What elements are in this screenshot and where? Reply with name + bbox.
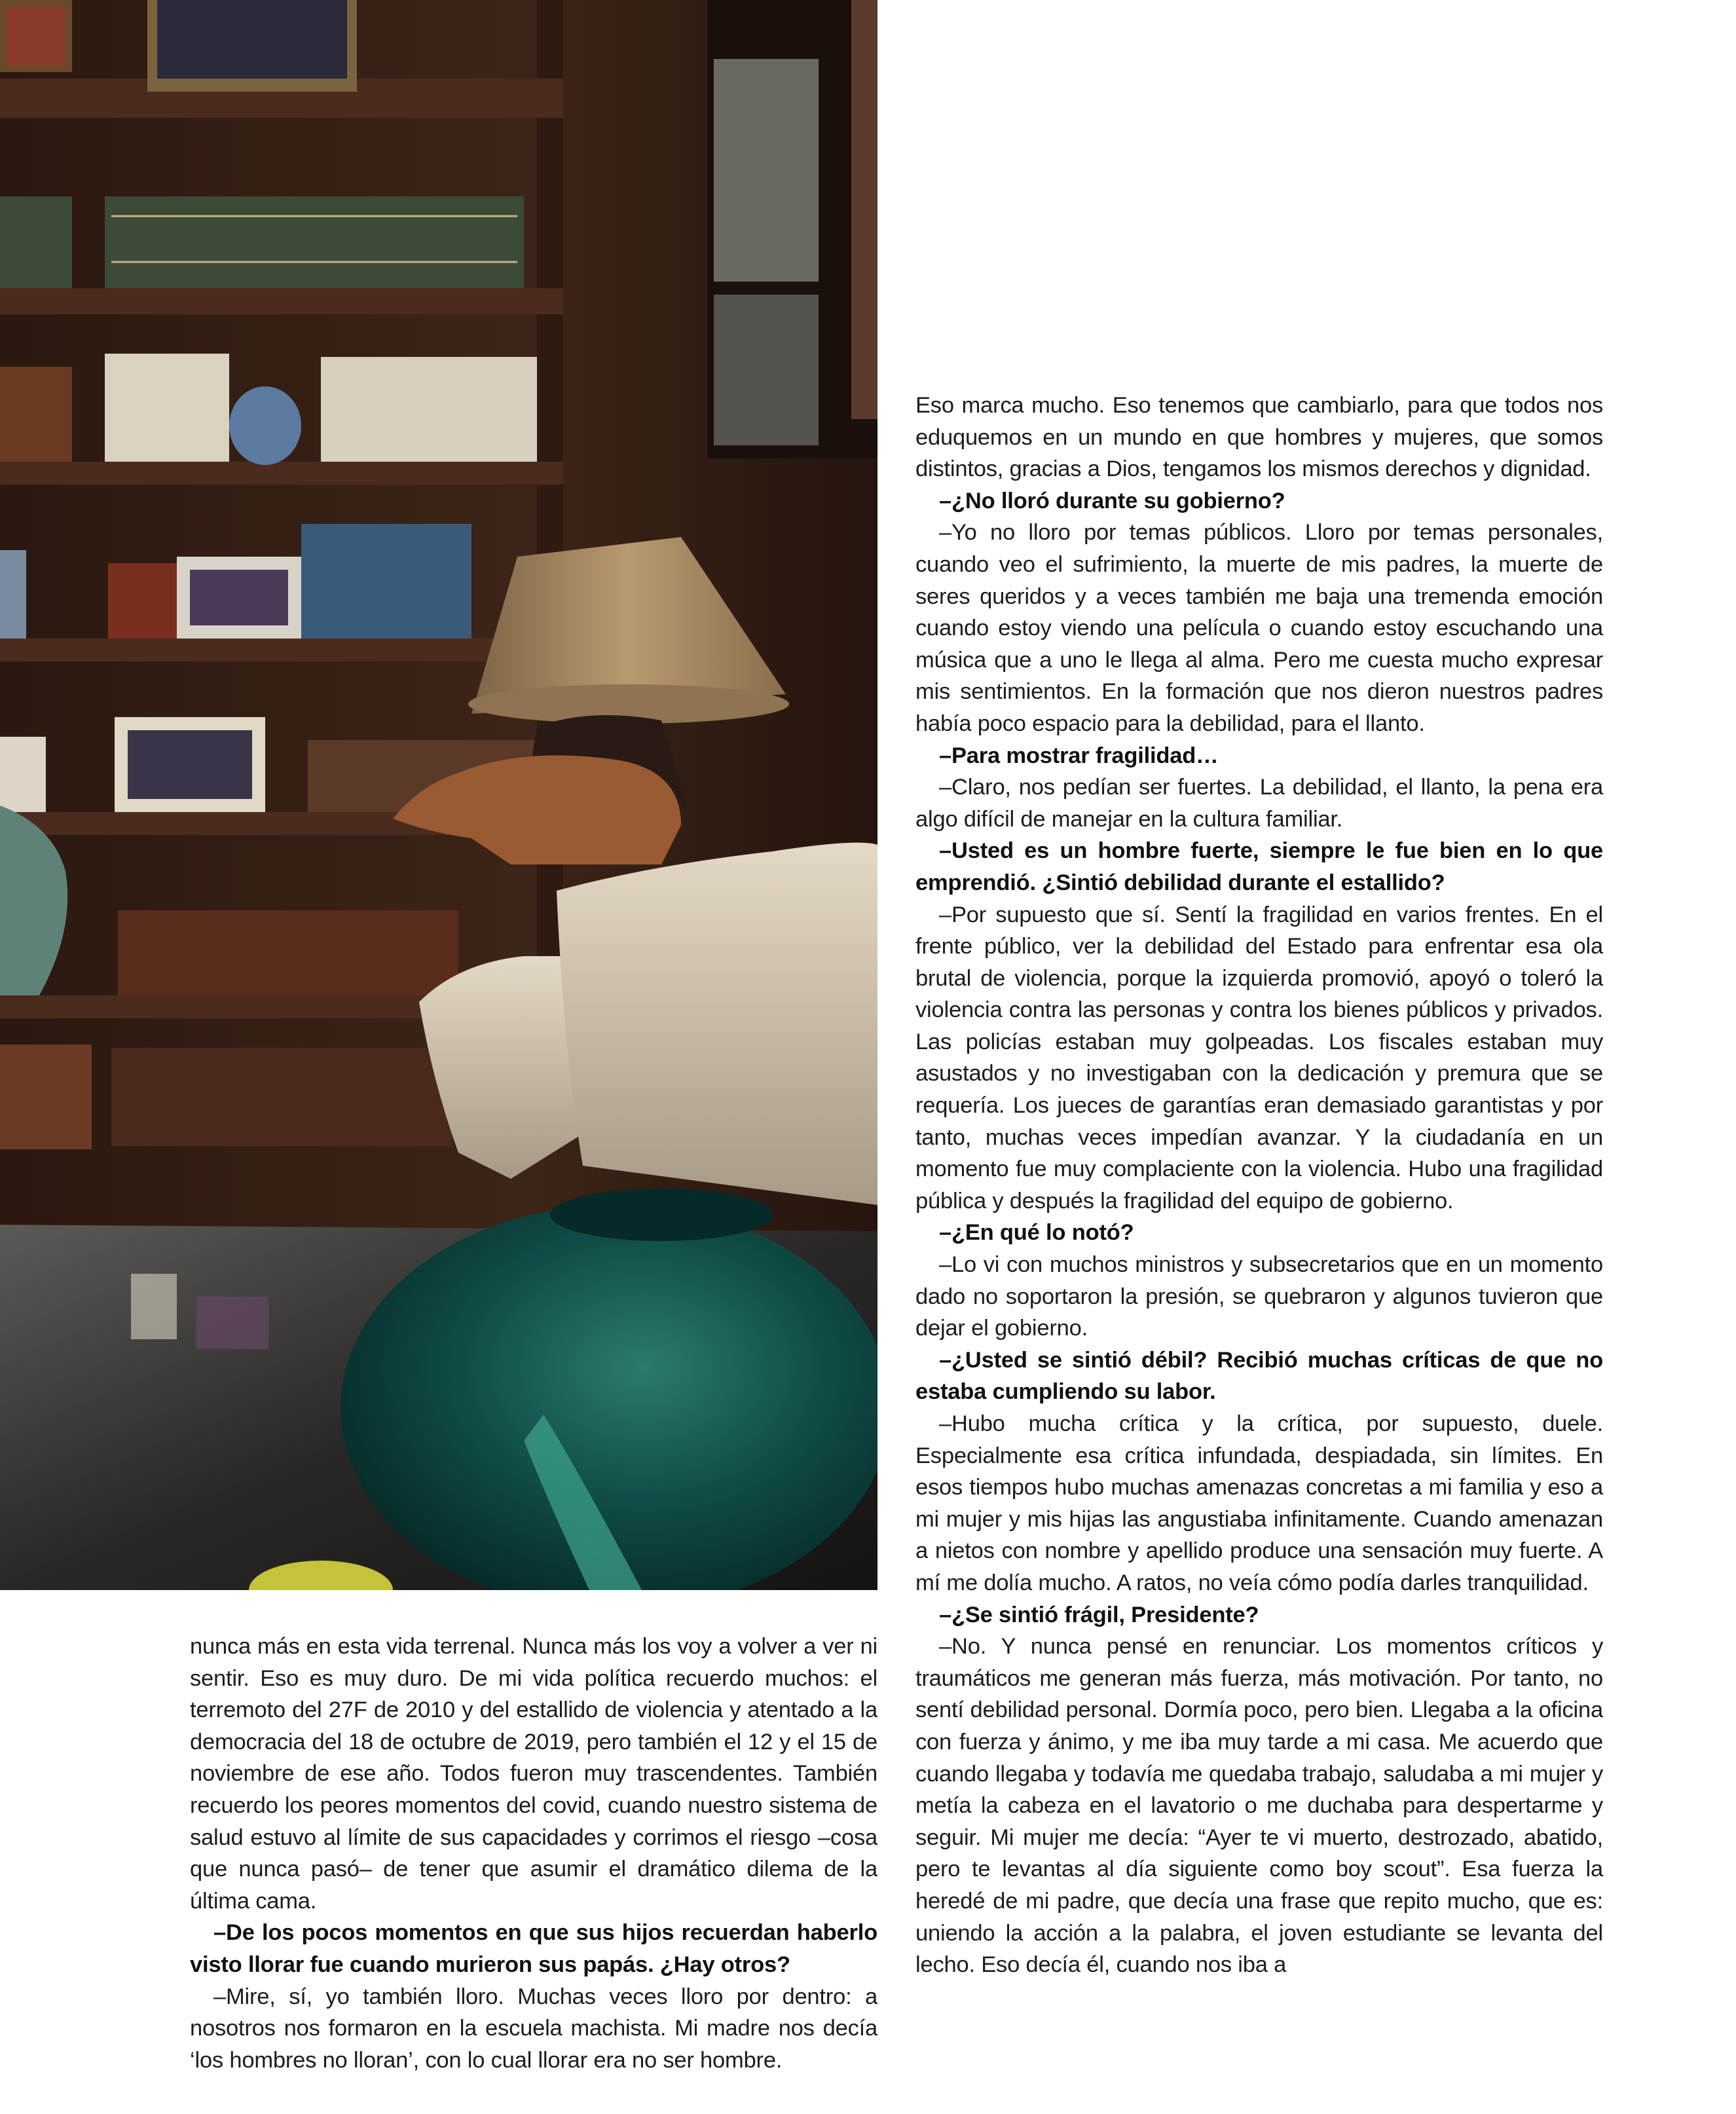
interview-question: –¿Usted se sintió débil? Recibió muchas críticas de que no estaba cumpliendo su labor.	[915, 1347, 1603, 1405]
paragraph-continuation: nunca más en esta vida terrenal. Nunca más los voy a volver a ver ni sentir. Eso es muy duro. De mi vida política recuerdo muchos: el terremoto del 27F de 2010 y del estallido de violencia y atentado a la democracia del 18 de octubre de 2019, pero también el 12 y el 15 de noviembre de ese año. Todos fueron muy trascendentes. También recuerdo los peores momentos del covid, cuando nuestro sistema de salud estuvo al límite de sus capacidades y corrimos el riesgo –cosa que nunca pasó– de tener que asumir el dramático dilema de la última cama.	[190, 1634, 877, 1914]
interview-question: –¿No lloró durante su gobierno?	[939, 488, 1285, 513]
paragraph-continuation: Eso marca mucho. Eso tenemos que cambiarlo, para que todos nos eduquemos en un mundo en que hombres y mujeres, que somos distintos, gracias a Dios, tengamos los mismos derechos y dignidad.	[915, 393, 1603, 482]
interview-question: –¿Se sintió frágil, Presidente?	[939, 1602, 1259, 1627]
interview-question: –Para mostrar fragilidad…	[939, 743, 1219, 768]
interview-answer: –Mire, sí, yo también lloro. Muchas veces lloro por dentro: a nosotros nos formaron en la escuela machista. Mi madre nos decía ‘los hombres no lloran’, con lo cual llorar era no ser hombre.	[190, 1984, 877, 2073]
interview-question: –Usted es un hombre fuerte, siempre le fue bien en lo que emprendió. ¿Sintió debilidad durante el estallido?	[915, 838, 1603, 895]
interview-answer: –Por supuesto que sí. Sentí la fragilidad en varios frentes. En el frente público, ver la debilidad del Estado para enfrentar esa ola brutal de violencia, porque la izquierda promovió, apoyó o toleró la violencia contra las personas y contra los bienes públicos y privados. Las policías estaban muy golpeadas. Los fiscales estaban muy asustados y no investigaban con la dedicación y premura que se requería. Los jueces de garantías eran demasiado garantistas y por tanto, muchas veces impedían avanzar. Y la ciudadanía en un momento fue muy complaciente con la violencia. Hubo una fragilidad pública y después la fragilidad del equipo de gobierno.	[915, 902, 1603, 1214]
office-photo	[0, 0, 877, 1590]
interview-answer: –No. Y nunca pensé en renunciar. Los momentos críticos y traumáticos me generan más fuerza, más motivación. Por tanto, no sentí debilidad personal. Dormía poco, pero bien. Llegaba a la oficina con fuerza y ánimo, y me iba muy tarde a mi casa. Me acuerdo que cuando llegaba y todavía me quedaba trabajo, saludaba a mi mujer y metía la cabeza en el lavatorio o me duchaba para despertarme y seguir. Mi mujer me decía: “Ayer te vi muerto, destrozado, abatido, pero te levantas al día siguiente como boy scout”. Esa fuerza la heredé de mi padre, que decía una frase que repito mucho, que es: uniendo la acción a la palabra, el joven estudiante se levanta del lecho. Eso decía él, cuando nos iba a	[915, 1634, 1603, 1978]
interview-question: –¿En qué lo notó?	[939, 1220, 1134, 1246]
interview-answer: –Yo no lloro por temas públicos. Lloro por temas personales, cuando veo el sufrimiento, la muerte de mis padres, la muerte de seres queridos y a veces también me baja una tremenda emoción cuando estoy viendo una película o cuando estoy escuchando una música que a uno le llega al alma. Pero me cuesta mucho expresar mis sentimientos. En la formación que nos dieron nuestros padres había poco espacio para la debilidad, para el llanto.	[915, 520, 1603, 736]
article-right-column	[915, 390, 1603, 1981]
interview-question: –De los pocos momentos en que sus hijos recuerdan haberlo visto llorar fue cuando murieron sus papás. ¿Hay otros?	[190, 1920, 877, 1977]
office-bookshelf-photo-icon	[0, 0, 877, 1590]
interview-answer: –Claro, nos pedían ser fuertes. La debilidad, el llanto, la pena era algo difícil de manejar en la cultura familiar.	[915, 775, 1603, 832]
interview-answer: –Hubo mucha crítica y la crítica, por supuesto, duele. Especialmente esa crítica infundada, despiadada, sin límites. En esos tiempos hubo muchas amenazas concretas a mi familia y eso a mi mujer y mis hijas las angustiaba infinitamente. Cuando amenazan a nietos con nombre y apellido produce una sensación muy fuerte. A mí me dolía mucho. A ratos, no veía cómo podía darles tranquilidad.	[915, 1411, 1603, 1595]
article-left-column	[190, 1631, 877, 2076]
interview-answer: –Lo vi con muchos ministros y subsecretarios que en un momento dado no soportaron la presión, se quebraron y algunos tuvieron que dejar el gobierno.	[915, 1252, 1603, 1341]
